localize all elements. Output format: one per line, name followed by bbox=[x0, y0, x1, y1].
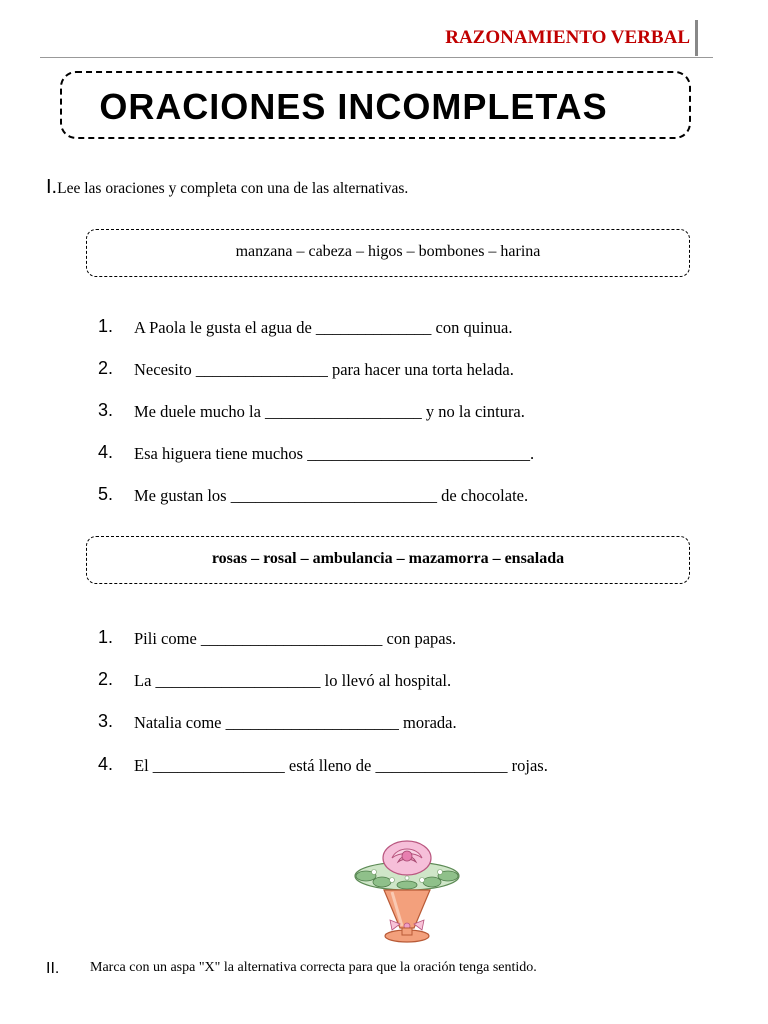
group2-item-3 bbox=[0, 711, 768, 735]
item-sentence[interactable]: Necesito ________________ para hacer una torta helada. bbox=[134, 360, 514, 379]
section1-instruction bbox=[46, 176, 408, 199]
section1-number: I. bbox=[46, 176, 58, 198]
group1-item-3 bbox=[0, 400, 768, 424]
group1-item-1 bbox=[0, 316, 768, 340]
group1-item-2 bbox=[0, 358, 768, 382]
item-sentence[interactable]: Esa higuera tiene muchos ___________________________. bbox=[134, 444, 535, 463]
title-box bbox=[60, 71, 691, 139]
item-number: 1. bbox=[98, 316, 114, 336]
group2-item-2 bbox=[0, 669, 768, 693]
item-sentence[interactable]: Pili come ______________________ con papas. bbox=[134, 629, 457, 648]
item-sentence[interactable]: Me duele mucho la ___________________ y no la cintura. bbox=[134, 402, 525, 421]
group1-item-5 bbox=[0, 484, 768, 508]
group2-item-4 bbox=[0, 754, 768, 778]
item-sentence[interactable]: Natalia come _____________________ morada. bbox=[134, 713, 457, 732]
group1-item-4 bbox=[0, 442, 768, 466]
subject-header: RAZONAMIENTO VERBAL bbox=[445, 27, 690, 48]
item-number: 1. bbox=[98, 627, 114, 647]
page-title: ORACIONES INCOMPLETAS bbox=[99, 86, 608, 127]
word-bank-1: manzana – cabeza – higos – bombones – harina bbox=[86, 229, 690, 277]
section2-number: II. bbox=[46, 960, 60, 977]
item-number: 3. bbox=[98, 400, 114, 420]
section2-instruction-text: Marca con un aspa "X" la alternativa correcta para que la oración tenga sentido. bbox=[90, 960, 537, 975]
section1-instruction-text: Lee las oraciones y completa con una de las alternativas. bbox=[57, 180, 409, 197]
item-number: 2. bbox=[98, 669, 114, 689]
item-number: 4. bbox=[98, 442, 114, 462]
header-rule bbox=[40, 57, 713, 58]
item-number: 5. bbox=[98, 484, 114, 504]
item-number: 2. bbox=[98, 358, 114, 378]
item-sentence[interactable]: A Paola le gusta el agua de ______________ con quinua. bbox=[134, 318, 513, 337]
rose-vase-icon bbox=[352, 836, 462, 944]
item-number: 4. bbox=[98, 754, 114, 774]
item-sentence[interactable]: El ________________ está lleno de ________________ rojas. bbox=[134, 756, 548, 775]
header-bar bbox=[695, 20, 698, 56]
item-sentence[interactable]: La ____________________ lo llevó al hospital. bbox=[134, 671, 452, 690]
item-number: 3. bbox=[98, 711, 114, 731]
word-bank-2: rosas – rosal – ambulancia – mazamorra – ensalada bbox=[86, 536, 690, 584]
group2-item-1 bbox=[0, 627, 768, 651]
item-sentence[interactable]: Me gustan los _________________________ de chocolate. bbox=[134, 486, 529, 505]
